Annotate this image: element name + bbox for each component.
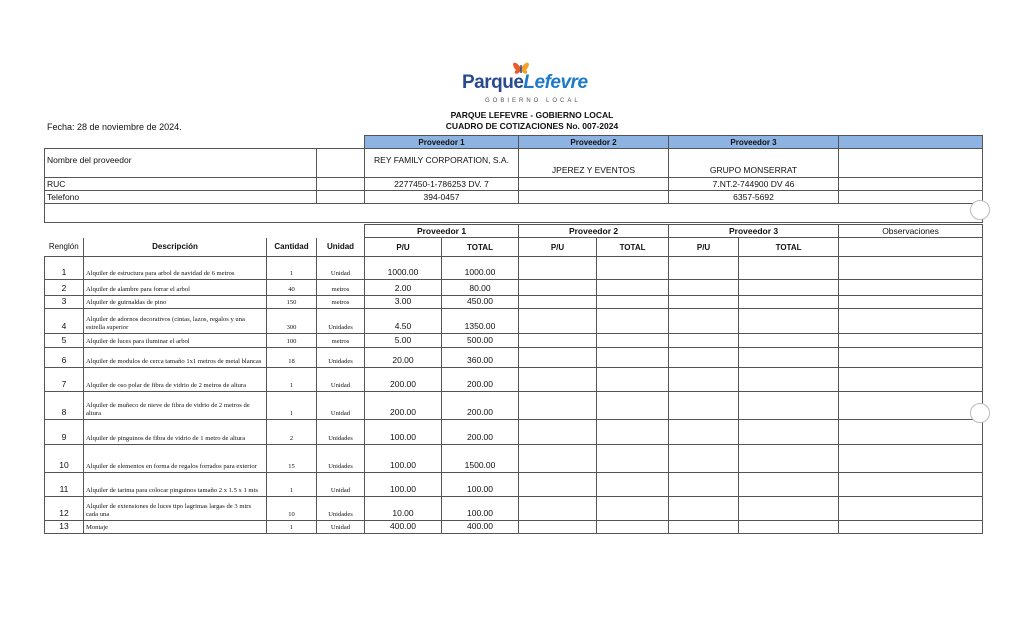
- unidad-cell: Unidades: [317, 445, 365, 473]
- descripcion-cell: Alquiler de muñeco de nieve de fibra de vidrio de 2 metros de altura: [84, 392, 267, 420]
- p2-pu-cell: [519, 521, 597, 534]
- table-row: [45, 257, 983, 280]
- observaciones-cell: [839, 420, 983, 445]
- observaciones-cell: [839, 280, 983, 296]
- p3-total-cell: [739, 257, 839, 280]
- p3-pu-cell: [669, 445, 739, 473]
- cantidad-cell: 1: [267, 521, 317, 534]
- cantidad-cell: 15: [267, 445, 317, 473]
- p1-pu-cell: 5.00: [365, 334, 442, 348]
- p1-pu-cell: 10.00: [365, 497, 442, 521]
- title-line2: CUADRO DE COTIZACIONES No. 007-2024: [445, 121, 619, 131]
- renglon-cell: 1: [45, 257, 84, 280]
- p1-pu-cell: 100.00: [365, 473, 442, 497]
- cantidad-cell: 1: [267, 257, 317, 280]
- p3-total-cell: [739, 497, 839, 521]
- p1-total-cell: 200.00: [442, 420, 519, 445]
- renglon-header: Renglón: [45, 238, 84, 257]
- descripcion-cell: Alquiler de elementos en forma de regalos forrados para exterior: [84, 445, 267, 473]
- observaciones-cell: [839, 521, 983, 534]
- p3-pu-cell: [669, 334, 739, 348]
- p2-nombre: JPEREZ Y EVENTOS: [519, 149, 669, 178]
- fecha: Fecha: 28 de noviembre de 2024.: [47, 122, 182, 132]
- p3-ruc: 7.NT.2-744900 DV 46: [669, 178, 839, 191]
- cantidad-cell: 150: [267, 296, 317, 309]
- p1-pu-cell: 400.00: [365, 521, 442, 534]
- items-table: [44, 224, 983, 534]
- p2-total-cell: [597, 420, 669, 445]
- p2-total-header: TOTAL: [597, 238, 669, 257]
- observaciones-cell: [839, 368, 983, 392]
- p2-total-cell: [597, 334, 669, 348]
- punch-hole: [970, 403, 990, 423]
- observaciones-cell: [839, 392, 983, 420]
- p1-pu-cell: 100.00: [365, 420, 442, 445]
- p1-total-cell: 360.00: [442, 348, 519, 368]
- observaciones-cell: [839, 348, 983, 368]
- renglon-cell: 6: [45, 348, 84, 368]
- table-row: [45, 296, 983, 309]
- renglon-cell: 12: [45, 497, 84, 521]
- p1-total-cell: 400.00: [442, 521, 519, 534]
- p3-pu-cell: [669, 296, 739, 309]
- parque-lefevre-logo: [440, 56, 620, 108]
- p3-total-cell: [739, 392, 839, 420]
- items-body: [45, 257, 983, 534]
- p2-total-cell: [597, 280, 669, 296]
- p1-total-cell: 1000.00: [442, 257, 519, 280]
- table-row: [45, 334, 983, 348]
- provider2-header: Proveedor 2: [519, 136, 669, 149]
- nombre-label: Nombre del proveedor: [45, 149, 317, 178]
- p3-pu-header: P/U: [669, 238, 739, 257]
- observaciones-cell: [839, 473, 983, 497]
- renglon-cell: 11: [45, 473, 84, 497]
- descripcion-cell: Alquiler de luces para iluminar el arbol: [84, 334, 267, 348]
- renglon-cell: 13: [45, 521, 84, 534]
- renglon-cell: 5: [45, 334, 84, 348]
- p2-total-cell: [597, 348, 669, 368]
- p3-total-cell: [739, 420, 839, 445]
- p3-total-cell: [739, 521, 839, 534]
- items-provider2-header: Proveedor 2: [519, 225, 669, 238]
- descripcion-header: Descripción: [84, 238, 267, 257]
- items-provider3-header: Proveedor 3: [669, 225, 839, 238]
- table-row: [45, 348, 983, 368]
- p3-pu-cell: [669, 257, 739, 280]
- provider-info-table: [44, 135, 983, 223]
- cantidad-cell: 10: [267, 497, 317, 521]
- unidad-cell: Unidades: [317, 420, 365, 445]
- unidad-cell: Unidad: [317, 392, 365, 420]
- renglon-cell: 4: [45, 309, 84, 334]
- p1-pu-cell: 100.00: [365, 445, 442, 473]
- unidad-cell: Unidad: [317, 368, 365, 392]
- descripcion-cell: Alquiler de adornos decorativos (cintas, lazos, regalos y una estrella superior: [84, 309, 267, 334]
- p2-telefono: [519, 191, 669, 204]
- unidad-header: Unidad: [317, 238, 365, 257]
- p1-pu-cell: 2.00: [365, 280, 442, 296]
- p3-total-cell: [739, 445, 839, 473]
- punch-hole: [970, 200, 990, 220]
- p2-pu-cell: [519, 280, 597, 296]
- observaciones-cell: [839, 296, 983, 309]
- p2-pu-cell: [519, 445, 597, 473]
- p2-total-cell: [597, 368, 669, 392]
- unidad-cell: Unidades: [317, 497, 365, 521]
- p1-total-cell: 450.00: [442, 296, 519, 309]
- p1-pu-cell: 200.00: [365, 368, 442, 392]
- renglon-cell: 3: [45, 296, 84, 309]
- logo-subtitle: GOBIERNO LOCAL: [485, 98, 581, 104]
- p3-total-cell: [739, 280, 839, 296]
- p2-pu-cell: [519, 296, 597, 309]
- cantidad-cell: 100: [267, 334, 317, 348]
- unidad-cell: Unidad: [317, 473, 365, 497]
- table-row: [45, 445, 983, 473]
- p3-pu-cell: [669, 420, 739, 445]
- table-row: [45, 392, 983, 420]
- p2-pu-cell: [519, 420, 597, 445]
- table-row: [45, 309, 983, 334]
- unidad-cell: Unidad: [317, 257, 365, 280]
- cantidad-cell: 1: [267, 368, 317, 392]
- cantidad-cell: 1: [267, 473, 317, 497]
- table-row: [45, 521, 983, 534]
- cantidad-cell: 18: [267, 348, 317, 368]
- p2-pu-cell: [519, 497, 597, 521]
- p1-pu-header: P/U: [365, 238, 442, 257]
- observaciones-cell: [839, 445, 983, 473]
- telefono-label: Telefono: [45, 191, 317, 204]
- renglon-cell: 10: [45, 445, 84, 473]
- p1-total-cell: 1350.00: [442, 309, 519, 334]
- unidad-cell: metros: [317, 334, 365, 348]
- observaciones-cell: [839, 334, 983, 348]
- title-line1: PARQUE LEFEVRE - GOBIERNO LOCAL: [450, 110, 614, 120]
- table-row: [45, 420, 983, 445]
- p2-total-cell: [597, 309, 669, 334]
- p3-pu-cell: [669, 280, 739, 296]
- descripcion-cell: Montaje: [84, 521, 267, 534]
- p2-total-cell: [597, 257, 669, 280]
- descripcion-cell: Alquiler de extensiones de luces tipo lagrimas largas de 3 mtrs cada una: [84, 497, 267, 521]
- provider1-header: Proveedor 1: [365, 136, 519, 149]
- cantidad-cell: 300: [267, 309, 317, 334]
- observaciones-cell: [839, 309, 983, 334]
- p2-pu-cell: [519, 309, 597, 334]
- p2-total-cell: [597, 497, 669, 521]
- descripcion-cell: Alquiler de guirnaldas de pino: [84, 296, 267, 309]
- observaciones-header: Observaciones: [839, 225, 983, 238]
- p1-pu-cell: 1000.00: [365, 257, 442, 280]
- cantidad-cell: 2: [267, 420, 317, 445]
- p2-total-cell: [597, 392, 669, 420]
- provider3-header: Proveedor 3: [669, 136, 839, 149]
- p1-telefono: 394-0457: [365, 191, 519, 204]
- p3-pu-cell: [669, 348, 739, 368]
- p2-total-cell: [597, 521, 669, 534]
- unidad-cell: Unidades: [317, 309, 365, 334]
- p1-pu-cell: 200.00: [365, 392, 442, 420]
- renglon-cell: 8: [45, 392, 84, 420]
- p2-total-cell: [597, 473, 669, 497]
- p3-pu-cell: [669, 309, 739, 334]
- p3-total-header: TOTAL: [739, 238, 839, 257]
- p1-pu-cell: 4.50: [365, 309, 442, 334]
- ruc-label: RUC: [45, 178, 317, 191]
- p1-total-cell: 200.00: [442, 392, 519, 420]
- table-row: [45, 497, 983, 521]
- items-provider1-header: Proveedor 1: [365, 225, 519, 238]
- p1-nombre: REY FAMILY CORPORATION, S.A.: [365, 149, 519, 178]
- p1-total-cell: 1500.00: [442, 445, 519, 473]
- unidad-cell: Unidades: [317, 348, 365, 368]
- descripcion-cell: Alquiler de estructura para arbol de navidad de 6 metros: [84, 257, 267, 280]
- p2-pu-cell: [519, 368, 597, 392]
- unidad-cell: Unidad: [317, 521, 365, 534]
- cantidad-cell: 40: [267, 280, 317, 296]
- logo-part2: Lefevre: [523, 72, 588, 93]
- p3-pu-cell: [669, 497, 739, 521]
- p3-total-cell: [739, 473, 839, 497]
- table-row: [45, 368, 983, 392]
- p3-nombre: GRUPO MONSERRAT: [669, 149, 839, 178]
- observaciones-cell: [839, 497, 983, 521]
- unidad-cell: metros: [317, 296, 365, 309]
- p3-pu-cell: [669, 368, 739, 392]
- p2-ruc: [519, 178, 669, 191]
- p1-total-cell: 80.00: [442, 280, 519, 296]
- p3-total-cell: [739, 334, 839, 348]
- p3-total-cell: [739, 309, 839, 334]
- renglon-cell: 9: [45, 420, 84, 445]
- p3-total-cell: [739, 348, 839, 368]
- p1-total-header: TOTAL: [442, 238, 519, 257]
- descripcion-cell: Alquiler de oso polar de fibra de vidrio de 2 metros de altura: [84, 368, 267, 392]
- p3-total-cell: [739, 368, 839, 392]
- p2-pu-cell: [519, 348, 597, 368]
- observaciones-cell: [839, 257, 983, 280]
- p2-pu-cell: [519, 257, 597, 280]
- descripcion-cell: Alquiler de modulos de cerca tamaño 1x1 metros de metal blancas: [84, 348, 267, 368]
- p2-pu-header: P/U: [519, 238, 597, 257]
- p1-pu-cell: 20.00: [365, 348, 442, 368]
- p2-total-cell: [597, 296, 669, 309]
- unidad-cell: metros: [317, 280, 365, 296]
- table-row: [45, 473, 983, 497]
- cantidad-header: Cantidad: [267, 238, 317, 257]
- logo-part1: Parque: [462, 72, 524, 93]
- cantidad-cell: 1: [267, 392, 317, 420]
- table-row: [45, 280, 983, 296]
- descripcion-cell: Alquiler de alambre para forrar el arbol: [84, 280, 267, 296]
- p3-pu-cell: [669, 521, 739, 534]
- p2-total-cell: [597, 445, 669, 473]
- p3-telefono: 6357-5692: [669, 191, 839, 204]
- p2-pu-cell: [519, 334, 597, 348]
- descripcion-cell: Alquiler de tarima para colocar pinguinos tamaño 2 x 1.5 x 1 mts: [84, 473, 267, 497]
- spacer-row: [45, 204, 983, 223]
- p1-total-cell: 100.00: [442, 497, 519, 521]
- p2-pu-cell: [519, 392, 597, 420]
- renglon-cell: 2: [45, 280, 84, 296]
- p1-pu-cell: 3.00: [365, 296, 442, 309]
- p1-total-cell: 200.00: [442, 368, 519, 392]
- p3-total-cell: [739, 296, 839, 309]
- p2-pu-cell: [519, 473, 597, 497]
- p1-total-cell: 500.00: [442, 334, 519, 348]
- renglon-cell: 7: [45, 368, 84, 392]
- p3-pu-cell: [669, 392, 739, 420]
- p1-ruc: 2277450-1-786253 DV. 7: [365, 178, 519, 191]
- p3-pu-cell: [669, 473, 739, 497]
- p1-total-cell: 100.00: [442, 473, 519, 497]
- descripcion-cell: Alquiler de pinguinos de fibra de vidrio de 1 metro de altura: [84, 420, 267, 445]
